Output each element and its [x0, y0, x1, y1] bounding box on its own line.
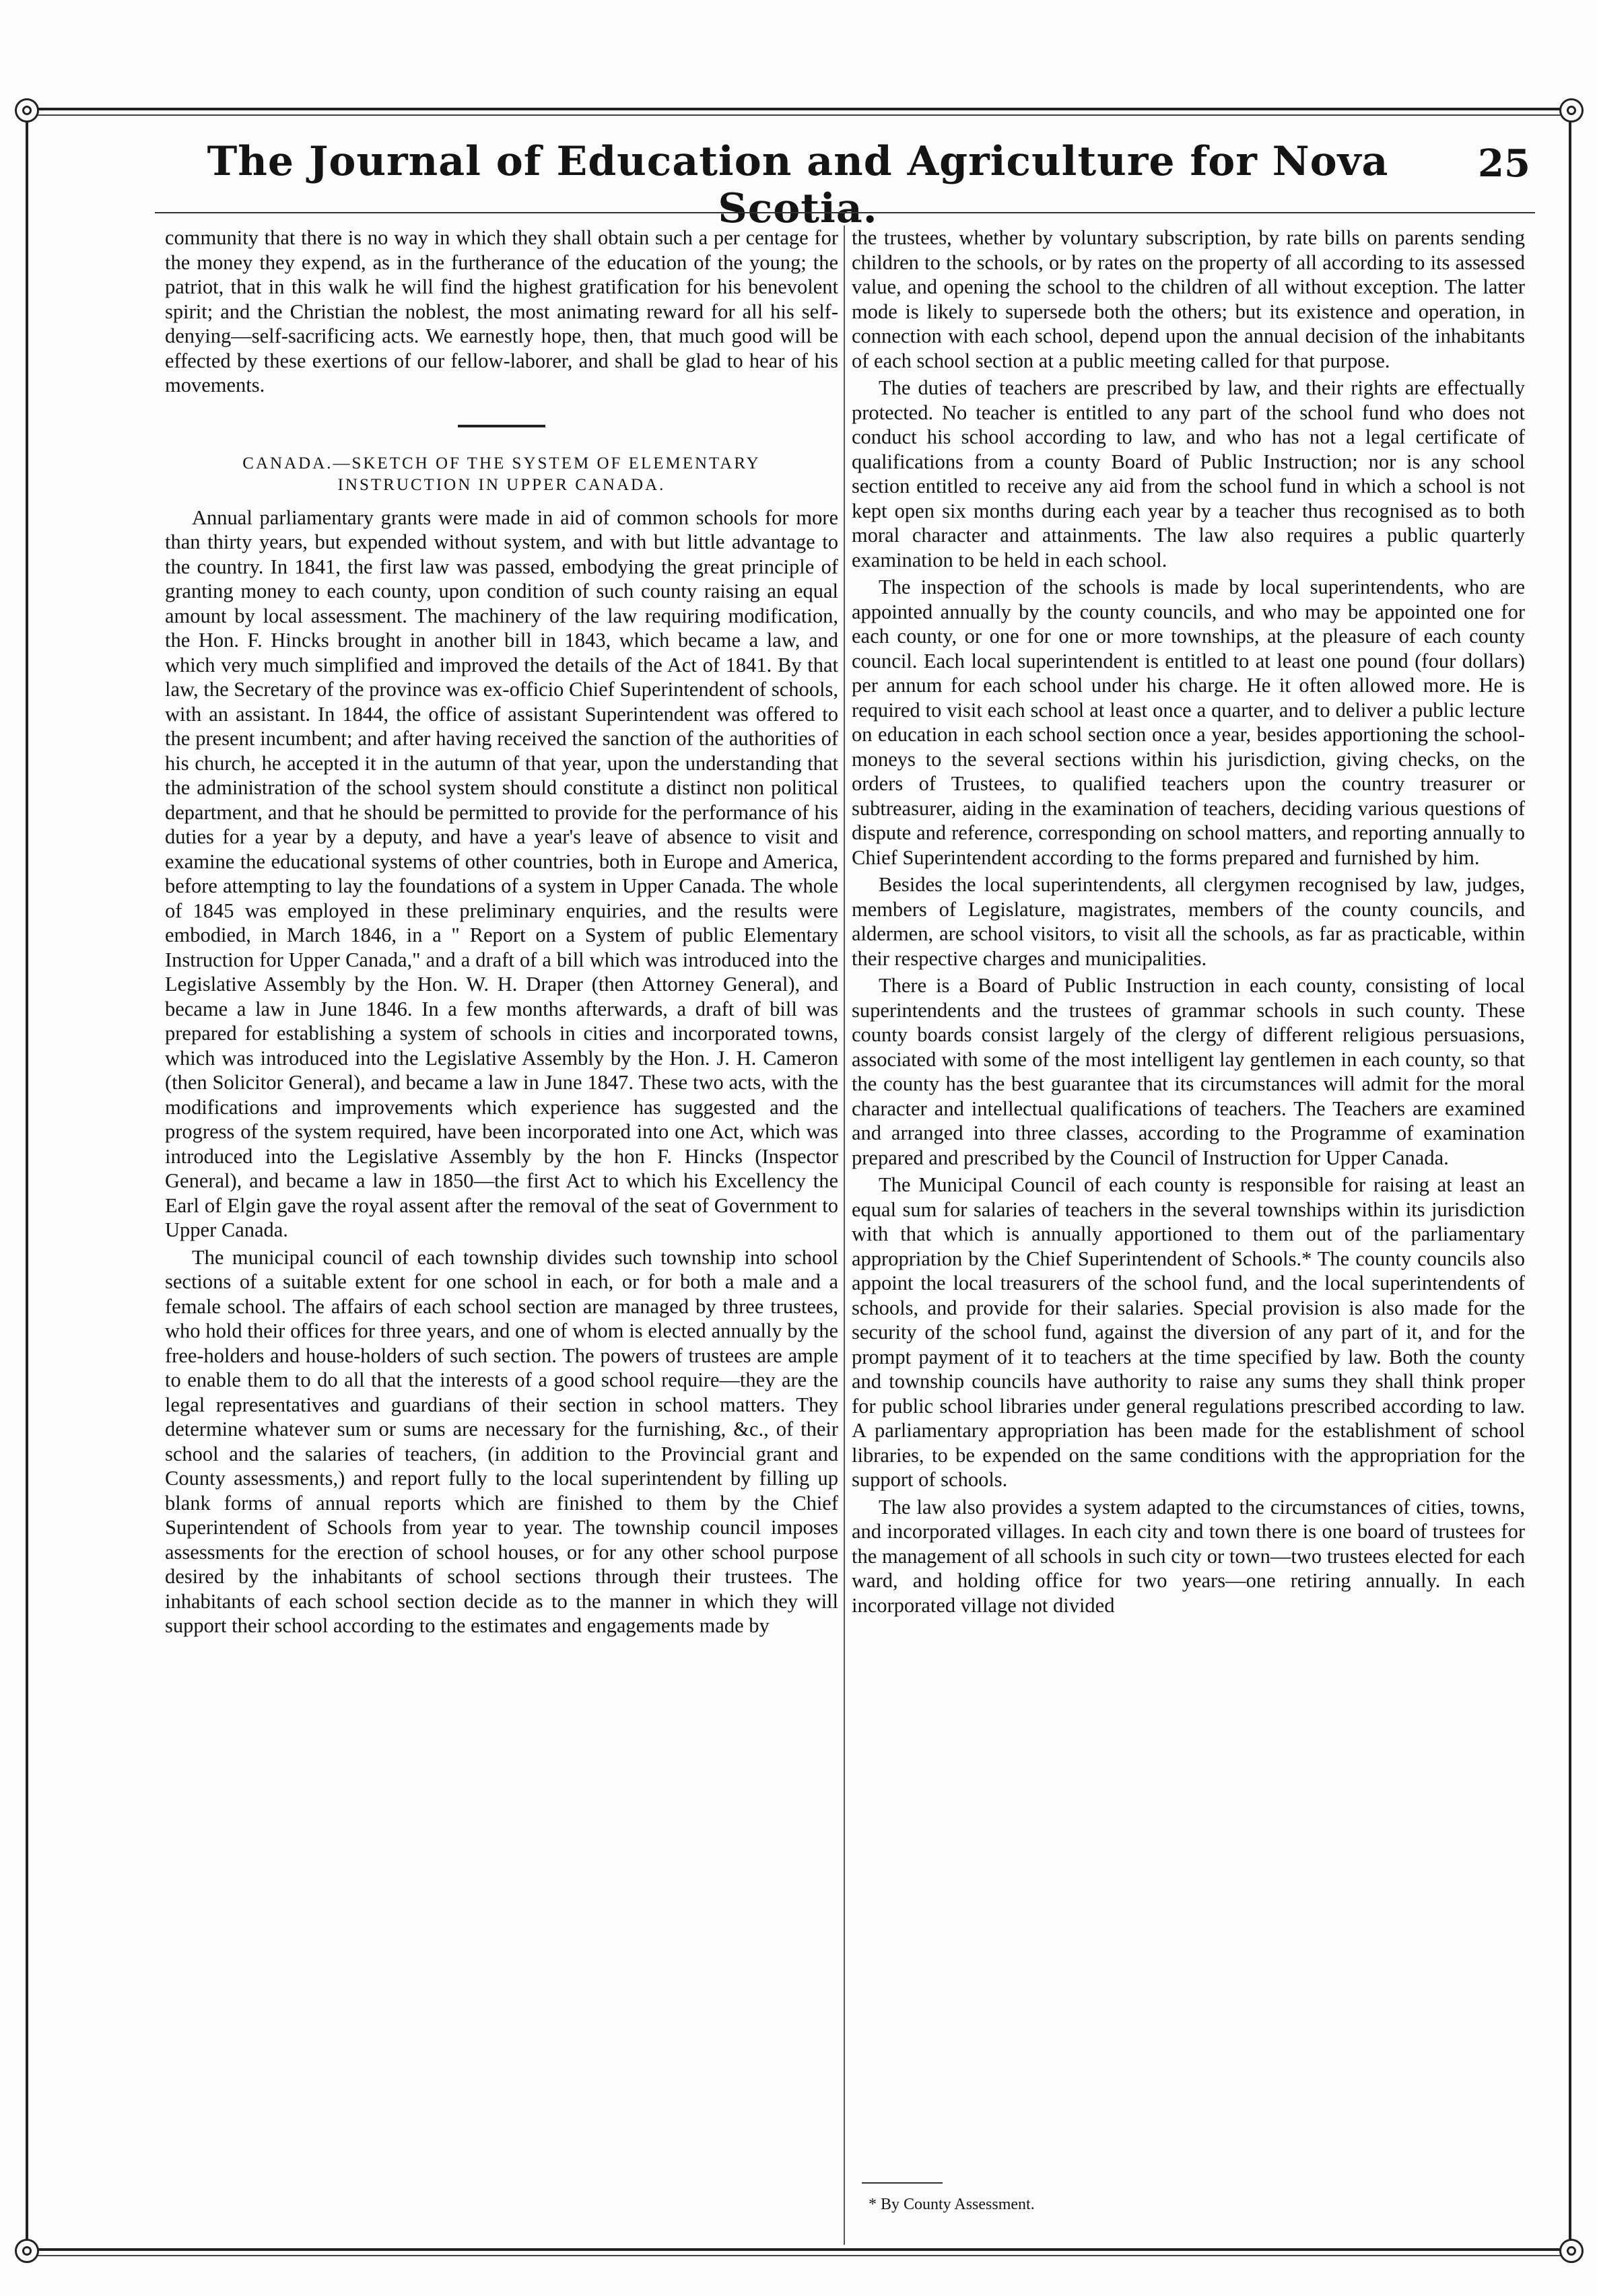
- left-column: [165, 225, 838, 2215]
- page-number: 25: [1478, 141, 1530, 186]
- right-column: [852, 225, 1525, 2215]
- article-heading: [165, 453, 838, 496]
- article-heading-line-2: INSTRUCTION IN UPPER CANADA.: [337, 475, 666, 494]
- article-paragraph: The law also provides a system adapted to the circumstances of cities, towns, and incorporated villages. In each city and town there is one board of trustees for the management of all schools in such city or town—two trustees elected for each ward, and holding office for two years—one retiring annually. In each incorporated village not divided: [852, 1495, 1525, 1617]
- article-heading-line-1: CANADA.—SKETCH OF THE SYSTEM OF ELEMENTARY: [242, 454, 761, 473]
- corner-ornament-bottom-left-icon: [15, 2239, 39, 2263]
- header-rule: [155, 212, 1535, 213]
- article-paragraph: There is a Board of Public Instruction in each county, consisting of local superintendents and the trustees of grammar schools in such county. These county boards consist largely of the clergy of different religious persuasions, associated with some of the most intelligent lay gentlemen in each county, so that the county has the best guarantee that its circumstances will admit for the moral character and intellectual qualifications of teachers. The Teachers are examined and arranged into three classes, according to the Programme of examination prepared and prescribed by the Council of Instruction for Upper Canada.: [852, 974, 1525, 1169]
- article-paragraph: The duties of teachers are prescribed by law, and their rights are effectually protected. No teacher is entitled to any part of the school fund who does not conduct his school according to law, and who has not a legal certificate of qualifications from a county Board of Public Instruction; nor is any school section entitled to receive any aid from the school fund in which a school is not kept open six months during each year by a teacher thus recognised as to both moral character and attainments. The law also requires a public quarterly examination to be held in each school.: [852, 376, 1525, 571]
- corner-ornament-top-right-icon: [1559, 98, 1584, 123]
- section-divider: [458, 425, 545, 427]
- article-paragraph: Annual parliamentary grants were made in aid of common schools for more than thirty years, but expended without system, and with but little advantage to the country. In 1841, the first law was passed, embodying the great principle of granting money to each county, upon condition of such county raising an equal amount by local assessment. The machinery of the law requiring modification, the Hon. F. Hincks brought in another bill in 1843, which became a law, and which very much simplified and improved the details of the Act of 1841. By that law, the Secretary of the province was ex-officio Chief Superintendent of schools, with an assistant. In 1844, the office of assistant Superintendent was offered to the present incumbent; and after having received the sanction of the authorities of his church, he accepted it in the autumn of that year, upon the understanding that the administration of the school system should constitute a distinct non political department, and that he should be permitted to provide for the performance of his duties for a year by a deputy, and have a year's leave of absence to visit and examine the educational systems of other countries, both in Europe and America, before attempting to lay the foundations of a system in Upper Canada. The whole of 1845 was employed in these preliminary enquiries, and the results were embodied, in March 1846, in a " Report on a System of public Elementary Instruction for Upper Canada," and a draft of a bill which was introduced into the Legislative Assembly by the Hon. W. H. Draper (then Attorney General), and became a law in June 1846. In a few months afterwards, a draft of bill was prepared for establishing a system of schools in cities and incorporated towns, which was introduced into the Legislative Assembly by the Hon. J. H. Cameron (then Solicitor General), and became a law in June 1847. These two acts, with the modifications and improvements which experience has suggested and the progress of the system required, have been incorporated into one Act, which was introduced into the Legislative Assembly by the hon F. Hincks (Inspector General), and became a law in 1850—the first Act to which his Excellency the Earl of Elgin gave the royal assent after the removal of the seat of Government to Upper Canada.: [165, 506, 838, 1241]
- corner-ornament-top-left-icon: [15, 98, 39, 123]
- footnote: * By County Assessment.: [869, 2196, 1035, 2213]
- article-paragraph: Besides the local superintendents, all clergymen recognised by law, judges, members of Legislature, magistrates, members of the county councils, and aldermen, are school visitors, to visit all the schools, as far as practicable, within their respective charges and municipalities.: [852, 873, 1525, 970]
- page-border-left: [26, 109, 28, 2250]
- article-paragraph: The municipal council of each township divides such township into school sections of a suitable extent for one school in each, or for both a male and a female school. The affairs of each school section are managed by three trustees, who hold their offices for three years, and one of whom is elected annually by the free-holders and house-holders of such section. The powers of trustees are ample to enable them to do all that the interests of a good school require—they are the legal representatives and guardians of their section in school matters. They determine whatever sum or sums are necessary for the furnishing, &c., of their school and the salaries of teachers, (in addition to the Provincial grant and County assessments,) and report fully to the local superintendent by filling up blank forms of annual reports which are finished to them by the Chief Superintendent of Schools from year to year. The township council imposes assessments for the erection of school houses, or for any other school purpose desired by the inhabitants of school sections through their trustees. The inhabitants of each school section decide as to the manner in which they will support their school according to the estimates and engagements made by: [165, 1245, 838, 1637]
- corner-ornament-bottom-right-icon: [1559, 2239, 1584, 2263]
- page-border-right: [1569, 109, 1571, 2250]
- article-paragraph: the trustees, whether by voluntary subscription, by rate bills on parents sending children to the schools, or by rates on the property of all according to its assessed value, and opening the school to the children of all without exception. The latter mode is likely to supersede both the others; but its existence and operation, in connection with each school, depend upon the annual decision of the inhabitants of each school section at a public meeting called for that purpose.: [852, 226, 1525, 372]
- page-border-bottom: [20, 2248, 1577, 2251]
- page-border-top: [20, 108, 1577, 110]
- column-divider: [844, 225, 845, 2245]
- footnote-rule: [862, 2182, 943, 2184]
- article-paragraph: The inspection of the schools is made by local superintendents, who are appointed annually by the county councils, and who may be appointed one for each county, or one for one or more townships, at the pleasure of each county council. Each local superintendent is entitled to at least one pound (four dollars) per annum for each school under his charge. He it often allowed more. He is required to visit each school at least once a quarter, and to deliver a public lecture on education in each school section once a year, besides apportioning the school-moneys to the several sections within his jurisdiction, giving checks, on the orders of Trustees, to qualified teachers upon the country treasurer or subtreasurer, aiding in the examination of teachers, deciding various questions of dispute and reference, corresponding on school matters, and reporting annually to Chief Superintendent according to the forms prepared and furnished by him.: [852, 576, 1525, 869]
- running-header-title: The Journal of Education and Agriculture for Nova Scotia.: [207, 138, 1389, 232]
- article-paragraph: The Municipal Council of each county is responsible for raising at least an equal sum for salaries of teachers in the several townships within its jurisdiction with that which is annually apportioned to them out of the parliamentary appropriation by the Chief Superintendent of Schools.* The county councils also appoint the local treasurers of the school fund, and the local superintendents of schools, and provide for their salaries. Special provision is also made for the security of the school fund, against the diversion of any part of it, and for the prompt payment of it to teachers at the time specified by law. Both the county and township councils have authority to raise any sums they shall think proper for public school libraries under general regulations prescribed according to law. A parliamentary appropriation has been made for the establishment of school libraries, to be expended on the same conditions with the appropriation for the support of schools.: [852, 1173, 1525, 1491]
- continued-paragraph: community that there is no way in which they shall obtain such a per centage for the money they expend, as in the furtherance of the education of the young; the patriot, that in this walk he will find the highest gratification for his benevolent spirit; and the Christian the noblest, the most animating reward for all his self-denying—self-sacrificing acts. We earnestly hope, then, that much good will be effected by these exertions of our fellow-laborer, and shall be glad to hear of his movements.: [165, 226, 838, 396]
